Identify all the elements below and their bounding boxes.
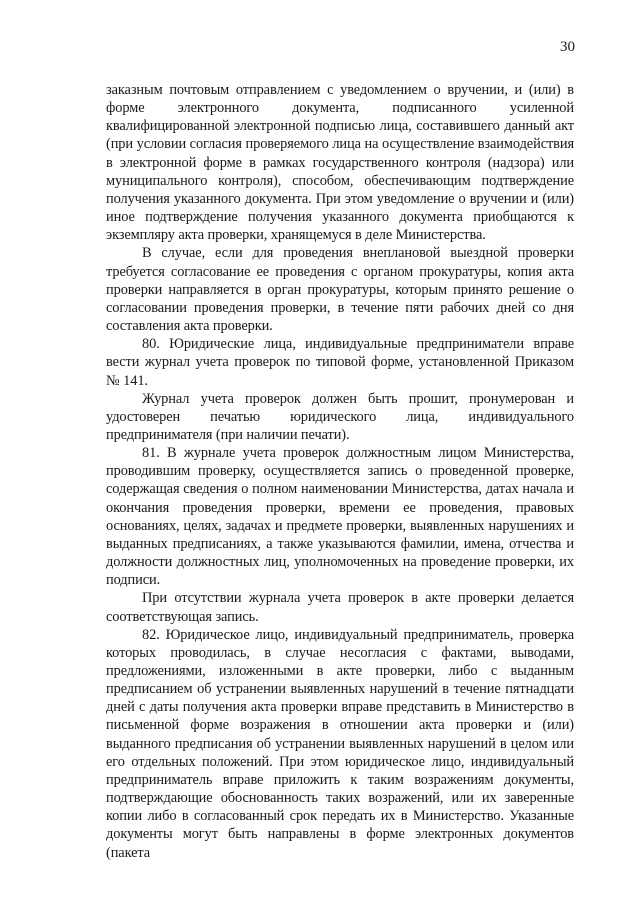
paragraph-log-binding: Журнал учета проверок должен быть прошит, пронумерован и удостоверен печатью юридического лица, индивидуального предпринимателя (при наличии печати). (106, 390, 574, 443)
document-body (106, 81, 574, 862)
paragraph-delivery-notice: заказным почтовым отправлением с уведомлением о вручении, и (или) в форме электронного документа, подписанного усиленной квалифицированной электронной подписью лица, составившего данный акт (при условии согласия проверяемого лица на осуществление взаимодействия в электронной форме в рамках государственного контроля (надзора) или муниципального контроля), способом, обеспечивающим подтверждение получения указанного документа. При этом уведомление о вручении и (или) иное подтверждение получения указанного документа приобщаются к экземпляру акта проверки, хранящемуся в деле Министерства. (106, 82, 574, 244)
paragraph-82-objections: 82. Юридическое лицо, индивидуальный предприниматель, проверка которых проводилась, в случае несогласия с фактами, выводами, предложениями, изложенными в акте проверки, либо с выданным предписанием об устранении выявленных нарушений в течение пятнадцати дней с даты получения акта проверки вправе представить в Министерство в письменной форме возражения в отношении акта проверки и (или) выданного предписания об устранении выявленных нарушений в целом или его отдельных положений. При этом юридическое лицо, индивидуальный предприниматель вправе приложить к таким возражениям документы, подтверждающие обоснованность таких возражений, или их заверенные копии либо в согласованный срок передать их в Министерство. Указанные документы могут быть направлены в форме электронных документов (пакета (106, 626, 574, 861)
page-number: 30 (560, 39, 575, 55)
paragraph-80-inspection-log: 80. Юридические лица, индивидуальные предприниматели вправе вести журнал учета проверок по типовой форме, установленной Приказом № 141. (106, 336, 574, 389)
paragraph-missing-log: При отсутствии журнала учета проверок в акте проверки делается соответствующая запись. (106, 590, 574, 625)
paragraph-prosecutor-copy: В случае, если для проведения внеплановой выездной проверки требуется согласование ее проведения с органом прокуратуры, копия акта проверки направляется в орган прокуратуры, которым принято решение о согласовании проведения проверки, в течение пяти рабочих дней со дня составления акта проверки. (106, 245, 574, 335)
paragraph-81-log-entry: 81. В журнале учета проверок должностным лицом Министерства, проводившим проверку, осуществляется запись о проведенной проверке, содержащая сведения о полном наименовании Министерства, датах начала и окончания проведения проверки, времени ее проведения, правовых основаниях, целях, задачах и предмете проверки, выявленных нарушениях и выданных предписаниях, а также указываются фамилии, имена, отчества и должности должностных лиц, уполномоченных на проведение проверки, их подписи. (106, 445, 574, 589)
